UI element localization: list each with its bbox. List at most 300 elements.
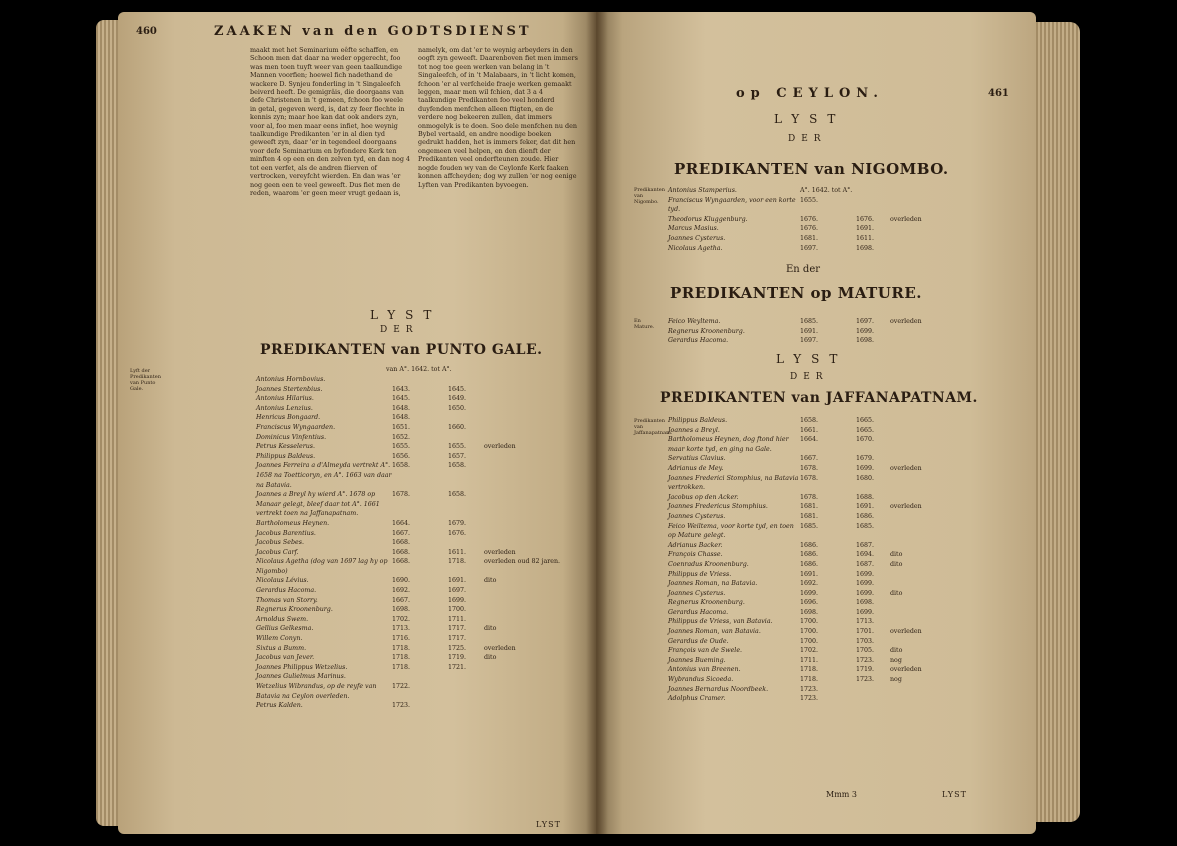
entry-name: Thomas van Storry. <box>256 596 318 604</box>
entry-note: nog <box>890 676 902 684</box>
entry-from-year <box>392 375 448 385</box>
entry-note <box>890 416 988 426</box>
entry-note <box>484 404 586 414</box>
entry-from-year: 1652. <box>392 433 411 441</box>
entry-note: overleden <box>890 666 922 674</box>
entry-note <box>890 435 988 454</box>
entry-from-year: 1718. <box>392 644 411 652</box>
entry-note <box>890 327 988 337</box>
entry-name: Wetzelius Wibrandus, op de reyfe van Batavia na Ceylon overleden. <box>256 683 377 700</box>
entry-from-year: 1686. <box>800 541 819 549</box>
entry-to-year: 1665. <box>856 417 875 424</box>
table-row <box>668 512 988 522</box>
entry-note <box>890 608 988 618</box>
entry-name: Jacobus Carf. <box>256 548 299 556</box>
left-text-column-1: maakt met het Seminarium eêfte schaffen, en Schoon men dat daar na weder opgerecht, foo was men toen tuyft weer van geen taalkundige Mannen voorfien; hoewel fich nadethand de wackere D. Synjeu fonderling in 't Singaleefch beiverd heeft. De gemigrâis, die doorgaans van defe Christenen in 't gemeen, fchoon foo weele in getal, gegeven werd, is, dat zy feer flechte in kennis zyn; maar hoe kan dat ook anders zyn, voor al, foo men maar eens infiet, hoe weynig taalkundige Predikanten 'er in al dien tyd geweeft zyn, daar 'er in tegendeel doorgaans voor defe Seminarium en byfondere Kerk ten minften 4 op een en den zelven tyd, en dan nog 4 tot een verfet, als de andren flierven of vertrocken, vereyfcht wierden. En dan was 'er nog geen een te veel geweeft. Dus fiet men de reden, waarom 'er geen meer vrugt gedaan is, <box>250 46 411 197</box>
entry-name: Joannes Cysterus. <box>668 512 726 520</box>
entry-name: Bartholomeus Heynen, dog ftond hier maar korte tyd, en ging na Gale. <box>668 436 789 453</box>
entry-note <box>890 234 988 244</box>
right-catchword: LYST <box>942 790 967 799</box>
entry-to-year: 1705. <box>856 647 875 655</box>
entry-name: Adolphus Cramer. <box>668 695 726 703</box>
entry-note <box>484 605 586 615</box>
entry-to-year: 1699. <box>856 608 875 616</box>
table-row <box>668 493 988 503</box>
table-row <box>668 617 988 627</box>
entry-from-year: 1692. <box>800 580 819 588</box>
entry-to-year: 1718. <box>448 558 467 566</box>
entry-from-year: 1699. <box>800 589 819 597</box>
entry-from-year: 1718. <box>800 676 819 684</box>
entry-note <box>484 663 586 673</box>
entry-to-year: 1660. <box>448 423 467 431</box>
entry-from-year: 1678. <box>392 491 411 499</box>
entry-name: Joannes Frederici Stomphius, na Batavia vertrokken. <box>668 474 799 492</box>
entry-name: Dominicus Vinfentius. <box>256 433 327 441</box>
table-row <box>668 637 988 647</box>
table-row <box>668 454 988 464</box>
jaffna-title: PREDIKANTEN van JAFFANAPATNAM. <box>660 390 978 406</box>
entry-name: Joannes a Breyl hy wierd A°. 1678 op Manaar gelegt, bleef daar tot A°. 1661 vertrekt toen na Jaffanapatnam. <box>256 491 380 518</box>
entry-to-year: 1658. <box>448 462 467 470</box>
entry-from-year: 1667. <box>392 529 411 537</box>
entry-from-year: 1700. <box>800 637 819 645</box>
table-row <box>668 560 988 570</box>
left-catchword: LYST <box>536 820 561 829</box>
table-row <box>668 435 988 454</box>
table-row <box>256 576 586 586</box>
entry-name: Sixtus a Bumm. <box>256 644 307 652</box>
entry-name: Joannes Roman, van Batavia. <box>668 628 761 636</box>
table-row <box>668 694 988 704</box>
entry-name: Gerardus Hacoma. <box>256 587 317 595</box>
table-row <box>256 490 586 519</box>
left-page <box>118 12 596 834</box>
entry-to-year: 1611. <box>448 548 467 556</box>
entry-note: overleden <box>890 503 922 511</box>
table-row <box>256 452 586 462</box>
entry-to-year: 1657. <box>448 452 467 460</box>
entry-to-year <box>448 375 484 385</box>
entry-name: Gerardus de Oude. <box>668 637 729 645</box>
entry-note: overleden <box>484 548 516 556</box>
entry-name: Bartholomeus Heynen. <box>256 519 330 527</box>
lyst-heading: LYST <box>370 308 442 322</box>
entry-from-year: 1651. <box>392 423 411 431</box>
entry-from-year: 1700. <box>800 618 819 626</box>
entry-note: overleden <box>484 644 516 652</box>
table-row <box>668 186 988 196</box>
entry-from-year: 1658. <box>392 462 411 470</box>
entry-name: Willem Conyn. <box>256 635 303 643</box>
entry-name: Feico Weiltema, voor korte tyd, en toen op Mature gelegt. <box>668 522 794 540</box>
entry-to-year: 1679. <box>448 519 467 527</box>
table-row <box>668 656 988 666</box>
entry-name: Jacobus Sebes. <box>256 539 304 547</box>
table-row <box>668 685 988 695</box>
table-row <box>256 538 586 548</box>
entry-name: Regnerus Kroonenburg. <box>668 327 745 335</box>
entry-to-year: 1721. <box>448 663 467 671</box>
entry-from-year: 1722. <box>392 683 411 690</box>
entry-name: Joannes Fredericus Stomphius. <box>668 503 768 511</box>
entry-from-year: 1697. <box>800 337 819 345</box>
entry-to-year: 1717. <box>448 635 467 643</box>
table-row <box>256 644 586 654</box>
table-row <box>668 646 988 656</box>
entry-name: Gellius Gelkesma. <box>256 625 314 633</box>
entry-from-year: 1690. <box>392 577 411 585</box>
table-row <box>668 579 988 589</box>
entry-to-year: 1699. <box>856 464 875 472</box>
entry-note <box>890 426 988 436</box>
entry-note <box>484 490 586 519</box>
entry-from-year: 1678. <box>800 464 819 472</box>
table-row <box>256 433 586 443</box>
entry-name: Franciscus Wyngaarden. <box>256 423 336 431</box>
entry-note <box>890 493 988 503</box>
entry-note <box>484 529 586 539</box>
table-row <box>256 394 586 404</box>
entry-to-year: 1691. <box>448 577 467 585</box>
table-row <box>668 627 988 637</box>
table-row <box>256 653 586 663</box>
entry-to-year: 1699. <box>856 580 875 588</box>
entry-name: Antonius van Breenen. <box>668 666 741 674</box>
signature-mark: Mmm 3 <box>826 790 857 799</box>
table-row <box>256 624 586 634</box>
nigombo-lyst-heading: LYST <box>774 112 846 126</box>
entry-from-year: 1664. <box>392 519 411 527</box>
entry-name: Philippus de Vriess. <box>668 570 732 578</box>
right-running-head: op CEYLON. <box>736 86 884 101</box>
entry-from-year: 1681. <box>800 503 819 511</box>
entry-from-year: 1655. <box>800 196 819 204</box>
punto-gale-date-header: van A°. 1642. tot A°. <box>386 366 452 373</box>
entry-note <box>890 522 988 541</box>
entry-note <box>890 186 988 196</box>
entry-name: Philippus Baldeus. <box>668 417 728 424</box>
nigombo-table <box>668 186 988 253</box>
entry-name: Jacobus van Jever. <box>256 654 315 662</box>
table-row <box>668 234 988 244</box>
entry-note <box>484 413 586 423</box>
table-row <box>256 442 586 452</box>
der-heading: DER <box>380 325 419 335</box>
entry-to-year: 1698. <box>856 599 875 607</box>
entry-from-year: 1676. <box>800 225 819 233</box>
entry-to-year: 1713. <box>856 618 875 626</box>
table-row <box>668 675 988 685</box>
entry-note: overleden <box>890 464 922 472</box>
table-row <box>256 548 586 558</box>
entry-from-year: 1668. <box>392 558 411 566</box>
entry-note: dito <box>890 589 903 597</box>
entry-name: Joannes Gulielmus Marinus. <box>256 673 346 681</box>
table-row <box>256 586 586 596</box>
entry-to-year <box>448 433 484 443</box>
entry-to-year: 1687. <box>856 560 875 568</box>
entry-to-year: 1649. <box>448 395 467 403</box>
entry-note <box>890 598 988 608</box>
entry-to-year: 1694. <box>856 551 875 559</box>
entry-to-year <box>856 186 890 196</box>
entry-name: Regnerus Kroonenburg. <box>256 606 333 614</box>
entry-from-year: 1655. <box>392 443 411 451</box>
table-row <box>256 385 586 395</box>
entry-name: François van de Swele. <box>668 647 743 655</box>
entry-note <box>484 596 586 606</box>
entry-note <box>484 615 586 625</box>
entry-to-year: 1699. <box>856 327 875 335</box>
table-row <box>668 541 988 551</box>
jaffna-der-heading: DER <box>790 372 829 382</box>
entry-note <box>484 423 586 433</box>
entry-from-year: 1723. <box>392 702 411 710</box>
entry-note: dito <box>484 577 497 585</box>
entry-name: Joannes Bueming. <box>668 656 726 664</box>
entry-from-year: 1702. <box>392 615 411 623</box>
entry-to-year: 1680. <box>856 474 875 482</box>
entry-name: Joannes Cysterus. <box>668 589 726 597</box>
jaffna-table <box>668 416 988 704</box>
table-row <box>668 550 988 560</box>
table-row <box>668 224 988 234</box>
punto-gale-table <box>256 375 586 711</box>
table-row <box>668 327 988 337</box>
entry-to-year <box>448 413 484 423</box>
entry-from-year: 1692. <box>392 587 411 595</box>
entry-from-year: 1645. <box>392 395 411 403</box>
entry-name: Regnerus Kroonenburg. <box>668 599 745 607</box>
right-page-number: 461 <box>988 88 1009 99</box>
entry-note <box>484 433 586 443</box>
entry-from-year: 1718. <box>392 654 411 662</box>
entry-to-year: 1701. <box>856 628 875 636</box>
left-page-number: 460 <box>136 26 157 37</box>
table-row <box>668 196 988 215</box>
table-row <box>256 605 586 615</box>
table-row <box>256 596 586 606</box>
entry-from-year: 1716. <box>392 635 411 643</box>
entry-name: Theodorus Kluggenburg. <box>668 215 748 223</box>
table-row <box>256 682 586 701</box>
entry-to-year: 1703. <box>856 637 875 645</box>
entry-name: Jacobus Barentius. <box>256 529 316 537</box>
entry-note: dito <box>484 654 497 662</box>
nigombo-der-heading: DER <box>788 134 827 144</box>
entry-name: Nicolaus Agetha. <box>668 244 723 252</box>
table-row <box>668 317 988 327</box>
entry-from-year: 1718. <box>392 663 411 671</box>
table-row <box>668 589 988 599</box>
table-row <box>668 426 988 436</box>
entry-from-year: 1686. <box>800 560 819 568</box>
entry-from-year: 1700. <box>800 628 819 636</box>
entry-note <box>890 694 988 704</box>
entry-to-year <box>448 682 484 701</box>
entry-note <box>484 586 586 596</box>
entry-to-year: 1699. <box>448 596 467 604</box>
table-row <box>256 615 586 625</box>
entry-name: Coenradus Kroonenburg. <box>668 560 749 568</box>
entry-note <box>890 474 988 493</box>
entry-to-year: 1699. <box>856 570 875 578</box>
entry-from-year: 1718. <box>800 666 819 674</box>
entry-note <box>484 634 586 644</box>
entry-name: Philippus de Vriess, van Batavia. <box>668 618 773 626</box>
entry-to-year: 1700. <box>448 606 467 614</box>
entry-to-year <box>856 685 890 695</box>
entry-to-year: 1717. <box>448 625 467 633</box>
mature-title: PREDIKANTEN op MATURE. <box>670 284 923 302</box>
entry-to-year: 1670. <box>856 436 875 444</box>
entry-from-year: 1685. <box>800 522 819 530</box>
table-row <box>668 608 988 618</box>
entry-to-year: 1691. <box>856 503 875 511</box>
table-row <box>668 336 988 346</box>
punto-gale-margin-note: Lyft der Predikanten van Punto Gale. <box>130 368 161 392</box>
entry-note <box>484 394 586 404</box>
table-row <box>668 244 988 254</box>
entry-from-year: 1686. <box>800 551 819 559</box>
entry-from-year: 1691. <box>800 327 819 335</box>
table-row <box>256 423 586 433</box>
entry-from-year: 1678. <box>800 474 819 482</box>
entry-name: Antonius Hilarius. <box>256 395 314 403</box>
table-row <box>668 570 988 580</box>
entry-name: Joannes Bernardus Noordbeek. <box>668 685 769 693</box>
table-row <box>668 665 988 675</box>
entry-name: Nicolaus Agetha (dog van 1697 lag hy op Nigombo) <box>256 558 388 575</box>
entry-to-year <box>448 538 484 548</box>
entry-from-year: 1668. <box>392 548 411 556</box>
table-row <box>256 663 586 673</box>
entry-from-year: 1678. <box>800 493 819 501</box>
entry-from-year: 1685. <box>800 318 819 325</box>
entry-from-year: 1668. <box>392 539 411 547</box>
table-row <box>256 461 586 490</box>
entry-name: Joannes a Breyl. <box>668 426 720 434</box>
entry-name: Petrus Kalden. <box>256 702 303 710</box>
entry-from-year: 1661. <box>800 426 819 434</box>
entry-to-year: 1687. <box>856 541 875 549</box>
nigombo-rows <box>668 186 988 253</box>
entry-note <box>484 701 586 711</box>
entry-to-year: 1611. <box>856 234 875 242</box>
entry-from-year: 1658. <box>800 417 819 424</box>
entry-note <box>484 538 586 548</box>
entry-name: Joannes Cysterus. <box>668 234 726 242</box>
entry-name: Antonius Lenzius. <box>256 404 313 412</box>
entry-note: dito <box>890 560 903 568</box>
entry-note <box>484 682 586 701</box>
entry-from-year: 1681. <box>800 512 819 520</box>
book-gutter <box>586 12 608 834</box>
entry-note <box>484 385 586 395</box>
entry-note <box>890 685 988 695</box>
entry-name: Wybrandus Sicoeda. <box>668 676 734 684</box>
entry-name: Arnoldus Swem. <box>256 615 309 623</box>
entry-from-year: 1691. <box>800 570 819 578</box>
entry-name: Feico Weyltema. <box>668 318 721 325</box>
entry-to-year: 1676. <box>856 215 875 223</box>
entry-from-year: 1656. <box>392 452 411 460</box>
entry-from-year: 1648. <box>392 404 411 412</box>
table-row <box>668 464 988 474</box>
entry-note <box>890 617 988 627</box>
entry-note <box>484 461 586 490</box>
entry-to-year: 1691. <box>856 225 875 233</box>
entry-from-year: 1723. <box>800 695 819 703</box>
entry-note <box>890 454 988 464</box>
entry-note: overleden <box>484 443 516 451</box>
entry-to-year: 1719. <box>856 666 875 674</box>
table-row <box>256 404 586 414</box>
entry-note: dito <box>484 625 497 633</box>
entry-note <box>484 375 586 385</box>
nigombo-margin-note: Predikanten van Nigombo. <box>634 187 665 205</box>
entry-to-year: 1698. <box>856 337 875 345</box>
entry-from-year: 1648. <box>392 414 411 422</box>
entry-note <box>890 637 988 647</box>
entry-to-year: 1711. <box>448 615 467 623</box>
entry-to-year: 1725. <box>448 644 467 652</box>
entry-to-year <box>448 672 484 682</box>
entry-from-year: 1723. <box>800 685 819 693</box>
entry-note <box>890 196 988 215</box>
entry-note: dito <box>890 647 903 655</box>
entry-name: Antonius Hornbovius. <box>256 376 326 383</box>
entry-note <box>484 672 586 682</box>
entry-from-year: 1713. <box>392 625 411 633</box>
entry-name: Marcus Masius. <box>668 225 719 233</box>
mature-margin-note: En Mature. <box>634 318 655 330</box>
table-row <box>256 375 586 385</box>
punto-gale-title: PREDIKANTEN van PUNTO GALE. <box>260 342 543 358</box>
entry-from-year: 1698. <box>800 608 819 616</box>
entry-to-year: 1719. <box>448 654 467 662</box>
mature-table <box>668 317 988 346</box>
entry-note <box>890 541 988 551</box>
entry-name: Henricus Bongaard. <box>256 414 321 422</box>
entry-name: Jacobus op den Acker. <box>668 493 739 501</box>
jaffna-lyst-heading: LYST <box>776 352 848 366</box>
entry-from-year: 1702. <box>800 647 819 655</box>
entry-to-year: 1645. <box>448 385 467 393</box>
entry-name: Philippus Baldeus. <box>256 452 316 460</box>
entry-from-year: 1643. <box>392 385 411 393</box>
entry-to-year: 1697. <box>448 587 467 595</box>
entry-note: dito <box>890 551 903 559</box>
entry-from-year: 1667. <box>392 596 411 604</box>
entry-name: Gerardus Hacoma. <box>668 608 729 616</box>
entry-to-year: 1723. <box>856 656 875 664</box>
entry-to-year <box>856 196 890 215</box>
entry-name: Antonius Stamperius. <box>668 187 737 194</box>
entry-to-year: 1688. <box>856 493 875 501</box>
entry-name: Joannes Stertenbius. <box>256 385 323 393</box>
right-page-edges <box>1030 22 1080 822</box>
nigombo-title: PREDIKANTEN van NIGOMBO. <box>674 160 949 178</box>
entry-from-year: 1698. <box>392 606 411 614</box>
entry-from-year: 1711. <box>800 656 819 664</box>
entry-note <box>890 570 988 580</box>
punto-gale-rows <box>256 375 586 711</box>
table-row <box>668 416 988 426</box>
entry-name: Gerardus Hacoma. <box>668 337 729 345</box>
entry-from-year: 1697. <box>800 244 819 252</box>
